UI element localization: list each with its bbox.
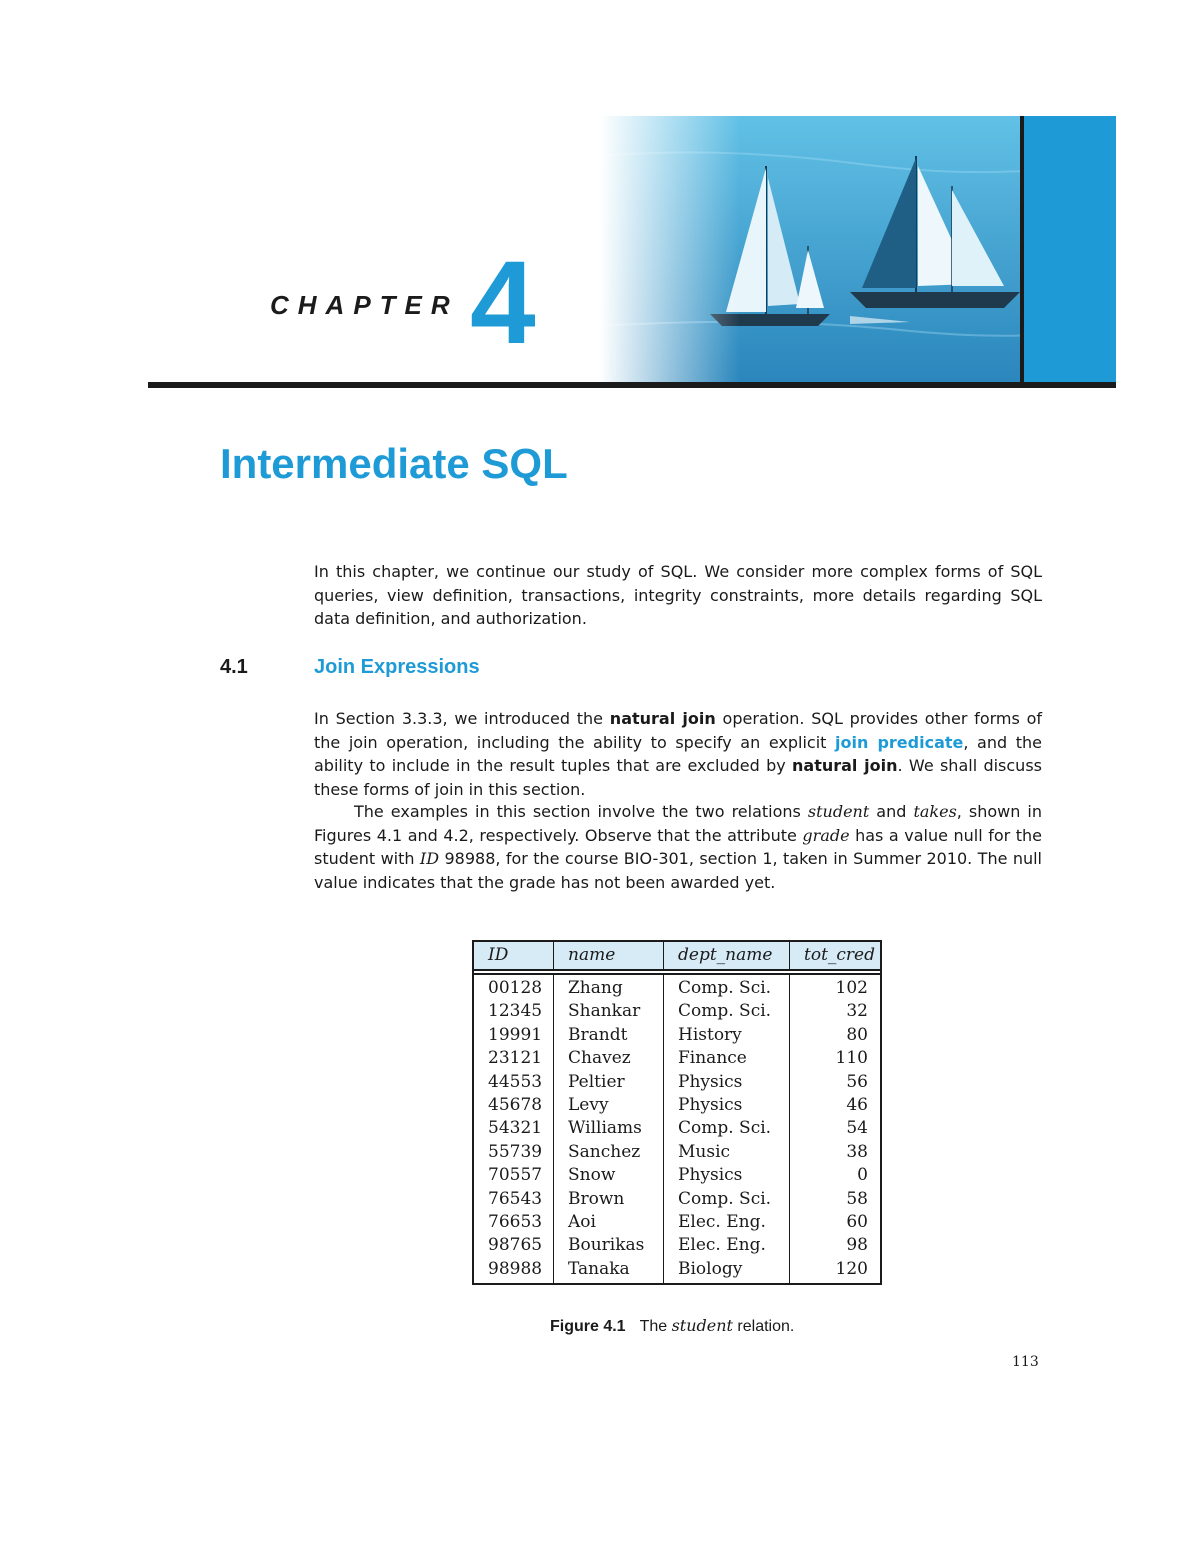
table-cell: Bourikas [568, 1235, 645, 1256]
table-body [474, 975, 880, 1283]
relation-name: takes [913, 802, 957, 821]
table-cell: Elec. Eng. [678, 1211, 766, 1232]
column-header-name: name [554, 942, 664, 969]
table-cell: Aoi [568, 1211, 596, 1232]
table-cell: Comp. Sci. [678, 1118, 772, 1139]
relation-name: student [671, 1316, 733, 1335]
table-cell: Peltier [568, 1071, 625, 1092]
column-header-tot-cred: tot_cred [804, 945, 875, 965]
table-cell: 120 [835, 1258, 868, 1279]
text: has a value null for the student with [314, 825, 1043, 868]
text: The examples in this section involve the two relations [354, 802, 808, 821]
table-cell: Tanaka [568, 1258, 630, 1279]
table-cell: 19991 [488, 1024, 543, 1045]
student-relation-table [472, 940, 882, 1285]
column-header-dept-name: dept_name [664, 942, 790, 969]
relation-name: student [807, 802, 870, 821]
table-cell: Comp. Sci. [678, 1188, 772, 1209]
table-cell: Comp. Sci. [678, 978, 772, 998]
table-cell: 76653 [488, 1211, 543, 1232]
table-cell: 110 [835, 1048, 868, 1069]
id-column [474, 975, 554, 1283]
section-title: Join Expressions [314, 656, 480, 678]
table-cell: Sanchez [568, 1141, 641, 1162]
table-cell: 32 [846, 1001, 868, 1022]
table-cell: 46 [846, 1094, 868, 1115]
tot-cred-column [790, 975, 880, 1283]
table-cell: History [678, 1024, 742, 1045]
table-cell: 00128 [488, 978, 543, 998]
table-cell: Physics [678, 1071, 743, 1092]
table-cell: 98 [846, 1235, 868, 1256]
table-cell: Chavez [568, 1048, 631, 1069]
attribute-name: ID [419, 849, 440, 868]
table-cell: 102 [835, 978, 868, 998]
text: , shown in Figures 4.1 and 4.2, respectively. Observe that the attribute [314, 802, 1042, 845]
text: , and the ability to include in the result tuples that are excluded by [314, 732, 1042, 775]
table-cell: 0 [857, 1165, 868, 1186]
join-paragraph [314, 707, 1042, 801]
table-cell: Shankar [568, 1001, 641, 1022]
table-cell: 54321 [488, 1118, 543, 1139]
natural-join-term: natural join [609, 709, 716, 728]
table-cell: Zhang [568, 978, 623, 998]
attribute-name: grade [802, 825, 850, 845]
table-cell: 76543 [488, 1188, 543, 1209]
text: relation. [732, 1318, 795, 1335]
table-cell: Brandt [568, 1024, 628, 1045]
intro-paragraph: In this chapter, we continue our study of SQL. We consider more complex forms of SQL queries, view definition, transactions, integrity constraints, more details regarding SQL data definition, and authorization. [314, 562, 1042, 628]
text: In Section 3.3.3, we introduced the [314, 709, 610, 728]
table-cell: 45678 [488, 1094, 543, 1115]
table-cell: Biology [678, 1258, 743, 1279]
table-cell: 44553 [488, 1071, 543, 1092]
table-cell: Physics [678, 1165, 743, 1186]
section-number: 4.1 [220, 656, 248, 678]
hero-fade [600, 116, 740, 382]
column-header-id: ID [474, 942, 554, 969]
chapter-label: CHAPTER [270, 290, 459, 320]
table-cell: 98765 [488, 1235, 543, 1256]
table-cell: 60 [846, 1211, 868, 1232]
table-cell: Finance [678, 1048, 747, 1069]
chapter-rule [148, 382, 1116, 388]
name-column [554, 975, 664, 1283]
table-cell: Brown [568, 1188, 625, 1209]
table-cell: 12345 [488, 1001, 543, 1022]
examples-paragraph [314, 800, 1042, 894]
table-header [474, 942, 880, 971]
text: 98988, for the course BIO-301, section 1, taken in Summer 2010. The null value indicates that the grade has not been awarded yet. [314, 849, 1043, 892]
figure-caption [550, 1316, 794, 1336]
table-cell: 56 [846, 1071, 868, 1092]
text: . We shall discuss these forms of join in this section. [314, 756, 1042, 799]
natural-join-term: natural join [792, 756, 898, 775]
table-cell: Elec. Eng. [678, 1235, 766, 1256]
dept-name-column [664, 975, 790, 1283]
chapter-number: 4 [470, 237, 536, 369]
table-cell: 38 [846, 1141, 868, 1162]
accent-strip [1024, 116, 1116, 386]
table-cell: 23121 [488, 1048, 543, 1069]
table-cell: Snow [568, 1165, 616, 1186]
table-cell: Comp. Sci. [678, 1001, 772, 1022]
table-cell: Music [678, 1141, 731, 1162]
table-cell: 58 [846, 1188, 868, 1209]
table-cell: 54 [846, 1118, 868, 1139]
text: operation. SQL provides other forms of the join operation, including the ability to specify an explicit [314, 709, 1043, 752]
table-cell: Physics [678, 1094, 743, 1115]
page-title: Intermediate SQL [220, 440, 568, 487]
table-cell: Levy [568, 1094, 609, 1115]
table-cell: 80 [846, 1024, 868, 1045]
figure-label: Figure 4.1 [550, 1318, 626, 1335]
join-predicate-link[interactable]: join predicate [835, 732, 964, 752]
table-cell: 98988 [488, 1258, 543, 1279]
table-cell: 70557 [488, 1165, 543, 1186]
page-number: 113 [1012, 1354, 1039, 1370]
text: The [639, 1318, 672, 1335]
text: and [869, 802, 914, 821]
table-cell: 55739 [488, 1141, 543, 1162]
table-cell: Williams [568, 1118, 642, 1139]
